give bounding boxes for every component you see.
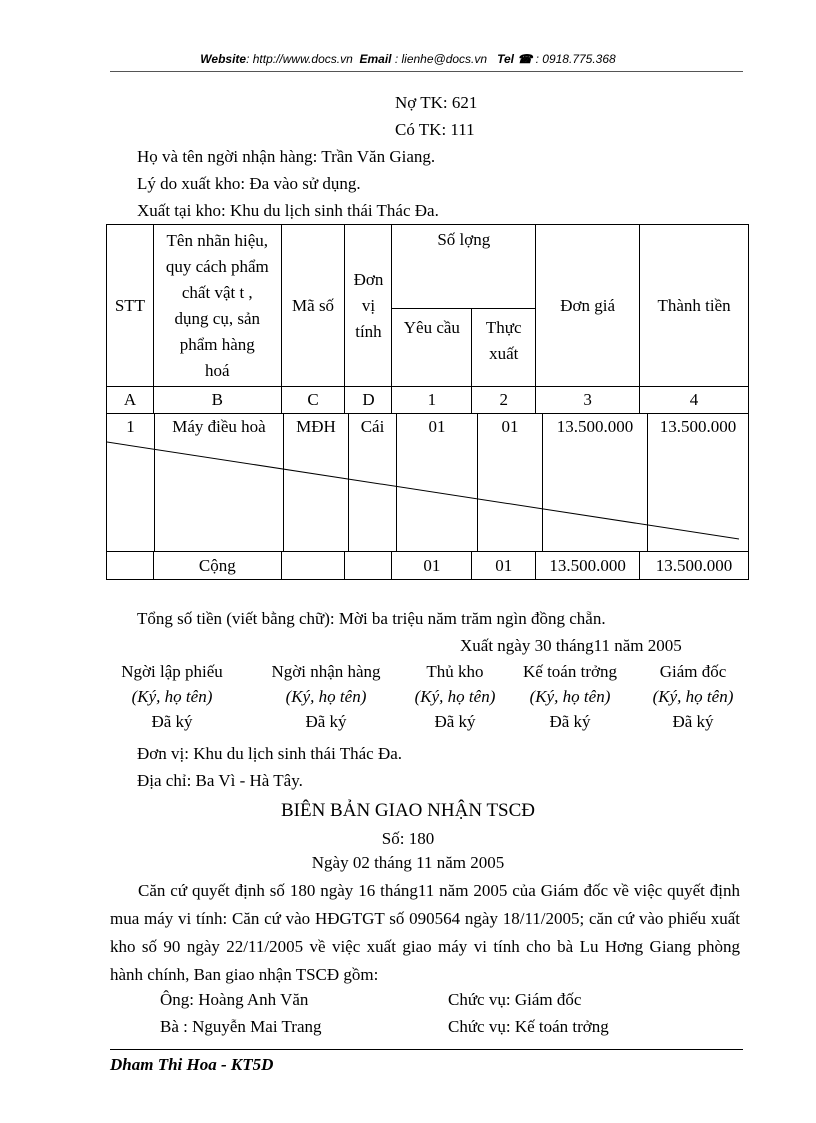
- header-item-name: Tên nhãn hiệu, quy cách phẩm chất vật t , dụng cụ, sản phẩm hàng hoá: [153, 225, 281, 387]
- debit-account: Nợ TK: 621: [395, 93, 478, 112]
- total-price: 13.500.000: [536, 552, 640, 580]
- total-label: Cộng: [153, 552, 281, 580]
- minutes-number: Số: 180: [381, 829, 435, 848]
- header-divider: [110, 71, 743, 72]
- header-price: Đơn giá: [536, 225, 640, 387]
- member-position: Chức vụ: Kế toán trởng: [448, 1017, 609, 1036]
- total-qty-requested: 01: [392, 552, 472, 580]
- total-amount: 13.500.000: [640, 552, 749, 580]
- letter-cell: 4: [640, 387, 749, 414]
- member-position: Chức vụ: Giám đốc: [448, 990, 582, 1009]
- issue-warehouse: Xuất tại kho: Khu du lịch sinh thái Thác Đa.: [137, 201, 439, 220]
- row-qty-actual: 01: [478, 414, 543, 551]
- member-name: Ông: Hoàng Anh Văn: [160, 990, 309, 1009]
- row-stt: 1: [107, 414, 155, 551]
- issue-date: Xuất ngày 30 tháng11 năm 2005: [460, 636, 682, 655]
- signature-status: Đã ký: [549, 712, 591, 731]
- signature-block: [102, 662, 242, 732]
- signature-status: Đã ký: [151, 712, 193, 731]
- amount-in-words: Tổng số tiền (viết bằng chữ): Mời ba triệu năm trăm ngìn đồng chẵn.: [137, 609, 606, 628]
- total-qty-actual: 01: [472, 552, 536, 580]
- credit-account: Có TK: 111: [395, 120, 475, 139]
- letter-cell: D: [345, 387, 392, 414]
- signature-block: [256, 662, 396, 732]
- footer-author: Dham Thi Hoa - KT5D: [110, 1055, 274, 1074]
- unit-name: Đơn vị: Khu du lịch sinh thái Thác Đa.: [137, 744, 403, 763]
- issue-reason: Lý do xuất kho: Đa vào sử dụng.: [137, 174, 361, 193]
- member-name: Bà : Nguyễn Mai Trang: [160, 1017, 322, 1036]
- header-qty-requested: Yêu cầu: [392, 309, 472, 387]
- website-label: Website: [200, 52, 247, 66]
- header-amount: Thành tiền: [640, 225, 749, 387]
- row-price: 13.500.000: [543, 414, 648, 551]
- total-cell: [281, 552, 345, 580]
- row-code: MĐH: [284, 414, 349, 551]
- page-header: [0, 52, 816, 66]
- minutes-date: Ngày 02 tháng 11 năm 2005: [311, 853, 505, 872]
- signature-note: (Ký, họ tên): [529, 687, 611, 706]
- strike-through-line: [107, 414, 750, 551]
- row-qty-requested: 01: [397, 414, 478, 551]
- letter-cell: 2: [472, 387, 536, 414]
- signature-note: (Ký, họ tên): [131, 687, 213, 706]
- row-unit: Cái: [349, 414, 397, 551]
- total-row: [107, 552, 749, 580]
- signature-note: (Ký, họ tên): [285, 687, 367, 706]
- minutes-title: BIÊN BẢN GIAO NHẬN TSCĐ: [280, 800, 536, 821]
- signature-role: Giám đốc: [659, 662, 727, 681]
- row-amount: 13.500.000: [659, 417, 737, 436]
- tel-label: Tel: [497, 52, 514, 66]
- phone-icon: ☎: [517, 52, 533, 66]
- header-code: Mã số: [281, 225, 345, 387]
- letter-cell: C: [281, 387, 345, 414]
- tel-number: : 0918.775.368: [532, 52, 616, 66]
- signature-role: Kế toán trởng: [523, 662, 617, 681]
- header-stt: STT: [107, 225, 154, 387]
- receiver-name: Họ và tên ngời nhận hàng: Trần Văn Giang.: [137, 147, 436, 166]
- letter-cell: B: [153, 387, 281, 414]
- header-qty-actual: Thực xuất: [472, 309, 536, 387]
- header-quantity: Số lợng: [392, 225, 536, 309]
- signature-status: Đã ký: [672, 712, 714, 731]
- row-item-name: Máy điều hoà: [155, 414, 284, 551]
- signature-note: (Ký, họ tên): [414, 687, 496, 706]
- signature-role: Ngời nhận hàng: [271, 662, 381, 681]
- letter-cell: A: [107, 387, 154, 414]
- website-url[interactable]: : http://www.docs.vn: [246, 52, 353, 66]
- signature-block: [500, 662, 640, 732]
- letter-cell: 1: [392, 387, 472, 414]
- unit-address: Địa chỉ: Ba Vì - Hà Tây.: [137, 771, 303, 790]
- total-cell: [107, 552, 154, 580]
- goods-table: [106, 224, 749, 580]
- total-cell: [345, 552, 392, 580]
- header-unit: Đơn vị tính: [345, 225, 392, 387]
- signature-note: (Ký, họ tên): [652, 687, 734, 706]
- signature-role: Ngời lập phiếu: [121, 662, 223, 681]
- email-label: Email: [359, 52, 392, 66]
- signature-status: Đã ký: [305, 712, 347, 731]
- email-address[interactable]: : lienhe@docs.vn: [391, 52, 488, 66]
- footer-divider: [110, 1049, 743, 1050]
- signature-status: Đã ký: [434, 712, 476, 731]
- signature-role: Thủ kho: [426, 662, 484, 681]
- letter-cell: 3: [536, 387, 640, 414]
- signature-block: [623, 662, 763, 732]
- column-letters-row: [107, 387, 749, 414]
- table-row: [107, 414, 749, 552]
- minutes-body: Căn cứ quyết định số 180 ngày 16 tháng11 năm 2005 của Giám đốc về việc quyết định mua máy vi tính: Căn cứ vào HĐGTGT số 090564 ngày 18/11/2005; căn cứ vào phiếu xuất kho số 90 ngày 22/11/2005 về việc xuất giao máy vi tính cho bà Lu Hơng Giang phòng hành chính, Ban giao nhận TSCĐ gồm:: [110, 881, 740, 984]
